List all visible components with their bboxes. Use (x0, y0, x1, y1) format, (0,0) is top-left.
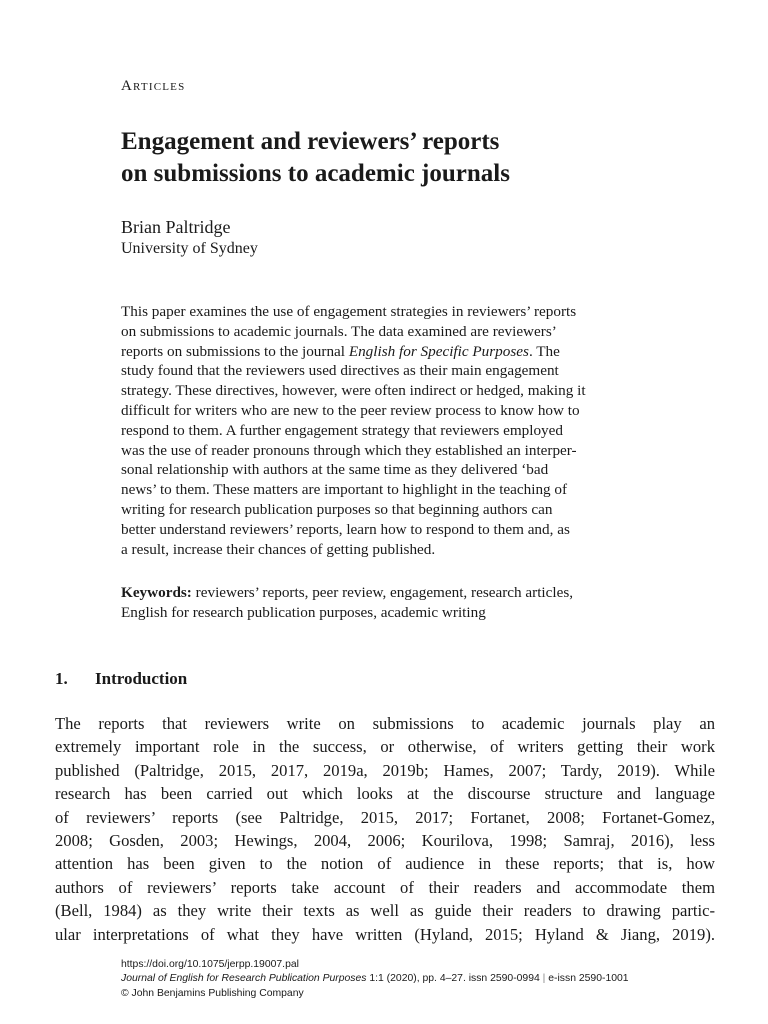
abstract (121, 302, 671, 559)
body-line: ular interpretations of what they have written (Hyland, 2015; Hyland & Jiang, 2019). (55, 924, 715, 944)
author-affiliation: University of Sydney (121, 240, 258, 257)
article-title (121, 126, 681, 190)
body-line: of reviewers’ reports (see Paltridge, 2015, 2017; Fortanet, 2008; Fortanet-Gomez, (55, 807, 715, 827)
abstract-line: difficult for writers who are new to the peer review process to know how to (121, 401, 580, 419)
title-line-2: on submissions to academic journals (121, 160, 510, 187)
abstract-line: sonal relationship with authors at the same time as they delivered ‘bad (121, 461, 549, 479)
keywords (121, 583, 671, 623)
page-footer (121, 958, 629, 1001)
keywords-line: English for research publication purposes, academic writing (121, 604, 486, 621)
section-heading (55, 668, 187, 690)
section-title: Introduction (95, 669, 188, 688)
body-line: attention has been given to the notion of audience in these reports; that is, how (55, 854, 715, 874)
keywords-text: reviewers’ reports, peer review, engagement, research articles, (191, 584, 574, 601)
body-line: authors of reviewers’ reports take account of their readers and accommodate them (55, 877, 715, 897)
keywords-line (121, 583, 671, 603)
abstract-line: strategy. These directives, however, were often indirect or hedged, making it (121, 382, 586, 400)
abstract-line (121, 342, 671, 362)
journal-name: English for Specific Purposes (348, 342, 529, 360)
body-line: published (Paltridge, 2015, 2017, 2019a, 2019b; Hames, 2007; Tardy, 2019). While (55, 760, 715, 780)
body-paragraph (55, 712, 715, 946)
body-line: extremely important role in the success, or otherwise, of writers getting their work (55, 737, 715, 757)
body-line: research has been carried out which looks at the discourse structure and language (55, 784, 715, 804)
abstract-line: better understand reviewers’ reports, learn how to respond to them and, as (121, 520, 570, 538)
section-label: Articles (121, 78, 186, 94)
abstract-line: writing for research publication purposes so that beginning authors can (121, 500, 553, 518)
abstract-line-tail: . The (528, 342, 560, 360)
abstract-line: respond to them. A further engagement strategy that reviewers employed (121, 421, 563, 439)
body-line: The reports that reviewers write on submissions to academic journals play an (55, 714, 715, 733)
journal-title: Journal of English for Research Publication Purposes (121, 973, 367, 985)
body-line: 2008; Gosden, 2003; Hewings, 2004, 2006; Kourilova, 1998; Samraj, 2016), less (55, 831, 715, 851)
abstract-line: study found that the reviewers used directives as their main engagement (121, 362, 559, 380)
abstract-line: This paper examines the use of engagement strategies in reviewers’ reports (121, 303, 577, 320)
citation-line (121, 972, 629, 986)
body-line: (Bell, 1984) as they write their texts as well as guide their readers to drawing partic- (55, 901, 715, 921)
author-name: Brian Paltridge (121, 217, 231, 237)
doi-link[interactable]: https://doi.org/10.1075/jerpp.19007.pal (121, 959, 299, 970)
abstract-line: a result, increase their chances of getting published. (121, 540, 436, 558)
issn-separator: | (542, 973, 546, 985)
keywords-label: Keywords: (121, 584, 192, 601)
section-number: 1. (55, 669, 68, 688)
title-line-1: Engagement and reviewers’ reports (121, 128, 500, 155)
citation-details: 1:1 (2020), pp. 4–27. issn 2590-0994 (366, 973, 543, 985)
abstract-line: news’ to them. These matters are important to highlight in the teaching of (121, 481, 568, 499)
abstract-line: on submissions to academic journals. The data examined are reviewers’ (121, 322, 557, 340)
abstract-line-text: reports on submissions to the journal (121, 342, 349, 360)
copyright: © John Benjamins Publishing Company (121, 987, 304, 999)
eissn: e-issn 2590-1001 (545, 973, 629, 985)
abstract-line: was the use of reader pronouns through which they established an interper- (121, 441, 577, 459)
